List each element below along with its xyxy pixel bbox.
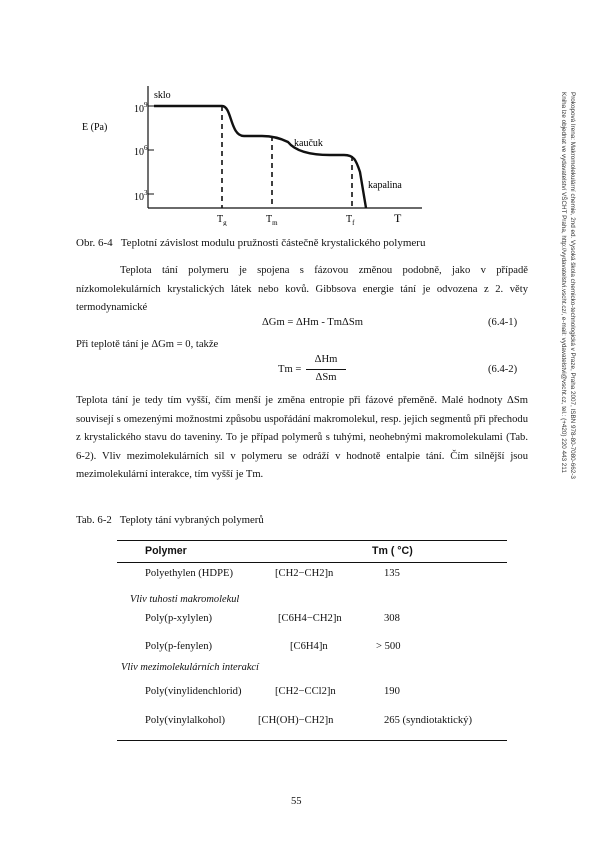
table-row-tm: > 500 (376, 641, 401, 652)
table-row-formula: [C6H4−CH2]n (278, 613, 342, 624)
page-number: 55 (291, 796, 302, 807)
table-row-name: Poly(vinylalkohol) (145, 715, 226, 726)
equation-2-lhs: Tm = (278, 364, 302, 375)
equation-6-4-1 (262, 317, 363, 328)
paragraph-3 (76, 392, 528, 485)
equation-2-number: (6.4-2) (488, 364, 518, 375)
table-row-name: Poly(vinylidenchlorid) (145, 686, 242, 697)
table-row-name: Poly(p-xylylen) (145, 613, 213, 624)
x-mark-tf: $T_f$ (346, 214, 355, 226)
paragraph-1 (76, 262, 528, 318)
side-note-line2: Kniha lze objednat ve vydavatelství VŠCHT Praha, http://vydavatelstvi.vscht.cz/, e-mail: vydavatelstvi@vscht.cz, tel.: (+420) 220 443 211 (560, 92, 567, 473)
modulus-temperature-figure (82, 80, 442, 226)
table-caption-label: Tab. 6-2 (76, 514, 112, 526)
table-category: Vliv mezimolekulárních interakcí (121, 662, 259, 673)
table-row-tm: 135 (384, 568, 400, 579)
table-row-tm: 308 (384, 613, 400, 624)
side-note-line1: Prokopová Irena: Makromolekulární chemie, 2nd ed. Vysoká škola chemicko-technologická v Praze, Praha 2007, ISBN 978-80-7080-662-3 (569, 92, 576, 479)
table-top-rule (117, 540, 507, 541)
table-header-tm: Tm ( °C) (372, 545, 413, 557)
fraction-bar (306, 369, 346, 370)
table-caption-text: Teploty tání vybraných polymerů (119, 514, 264, 526)
table-header-polymer: Polymer (145, 545, 187, 557)
table-row-formula: [CH2−CH2]n (275, 568, 334, 579)
table-bottom-rule (117, 740, 507, 741)
table-header-rule (117, 562, 507, 563)
equation-1-text: ΔGm = ΔHm - TmΔSm (262, 317, 363, 328)
table-row-tm: 190 (384, 686, 400, 697)
table-category: Vliv tuhosti makromolekul (130, 594, 240, 605)
table-row-name: Polyethylen (HDPE) (145, 568, 233, 579)
modulus-curve (154, 106, 366, 208)
y-tick-label-6: $10^6$ (134, 144, 148, 158)
equation-2-numerator: ΔHm (314, 354, 338, 365)
paragraph-3-text: Teplota tání je tedy tím vyšší, čím menší je změna entropie při fázové přeměně. Malé hodnoty ΔSm souvisejí s omezenými možnostmi způsobu uspořádání makromolekul, resp. jejich segmentů při přechodu z krystalického stavu do taveniny. To je případ polymerů s tuhými, neohebnými makromolekulami (Tab. 6-2). Vliv mezimolekulárních sil v polymeru se odráží v hodnotě entalpie tání. Čím silnější jsou mezimolekulární interakce, tím vyšší je Tm. (76, 395, 528, 481)
paragraph-1-text: Teplota tání polymeru je spojena s fázovou změnou podobně, jako v případě nízkomolekulárních krystalických látek nebo kovů. Gibbsova energie tání je odvozena z 2. věty termodynamické (76, 265, 528, 314)
figure-caption-text: Teplotní závislost modulu pružnosti částečně krystalického polymeru (120, 237, 426, 249)
table-row-name: Poly(p-fenylen) (145, 641, 213, 652)
table-caption (76, 514, 264, 526)
table-row-tm: 265 (syndiotaktický) (384, 715, 472, 726)
figure-caption-label: Obr. 6-4 (76, 237, 113, 249)
side-note (560, 92, 577, 612)
x-axis-label: T (394, 211, 402, 225)
region-kaucuk: kaučuk (294, 138, 323, 149)
region-kapalina: kapalina (368, 180, 402, 191)
y-axis-label: E (Pa) (82, 122, 108, 133)
y-tick-label-9: $10^9$ (134, 101, 148, 115)
equation-2-denominator: ΔSm (315, 372, 337, 383)
table-row-formula: [C6H4]n (290, 641, 328, 652)
x-mark-tg: $T_g$ (217, 214, 227, 226)
region-sklo: sklo (154, 90, 171, 101)
paragraph-2 (76, 336, 528, 355)
y-tick-label-3: $10^3$ (134, 189, 148, 203)
figure-caption (76, 237, 425, 249)
table-row-formula: [CH(OH)−CH2]n (258, 715, 334, 726)
paragraph-2-text: Při teplotě tání je ΔGm = 0, takže (76, 339, 219, 350)
table-row-formula: [CH2−CCl2]n (275, 686, 336, 697)
equation-1-number: (6.4-1) (488, 317, 518, 328)
x-mark-tm: $T_m$ (266, 214, 278, 226)
